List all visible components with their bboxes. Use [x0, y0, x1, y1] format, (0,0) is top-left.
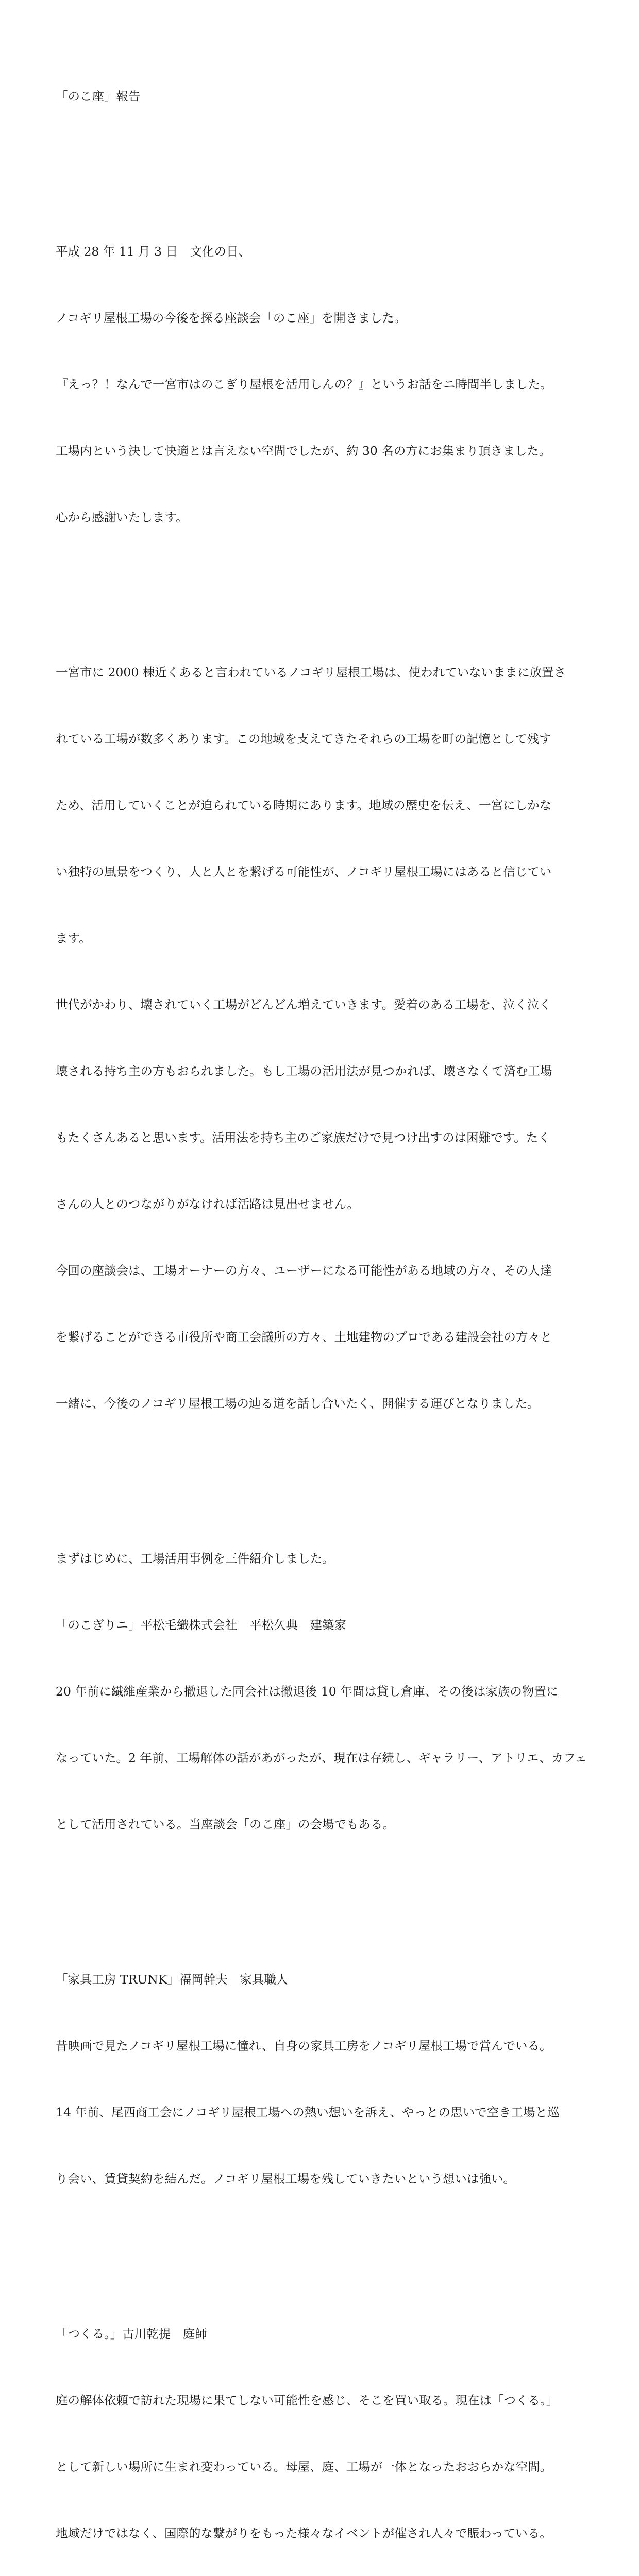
body-line: さんの人とのつながりがなければ活路は見出せません。: [56, 1197, 359, 1211]
case3-line: 庭の解体依頼で訪れた現場に果てしない可能性を感じ、そこを買い取る。現在は「つくる。」: [56, 2393, 559, 2408]
intro-line: 平成 28 年 11 月 3 日 文化の日、: [56, 244, 251, 259]
case1-heading: 「のこぎりニ」平松毛織株式会社 平松久典 建築家: [56, 1618, 346, 1632]
case3-heading: 「つくる。」古川乾提 庭師: [56, 2327, 207, 2341]
intro-line: 心から感謝いたします。: [56, 510, 188, 524]
case1-line: 20 年前に繊維産業から撤退した同会社は撤退後 10 年間は貸し倉庫、その後は家族の物置に: [56, 1684, 559, 1699]
body-line: れている工場が数多くあります。この地域を支えてきたそれらの工場を町の記憶として残す: [56, 732, 551, 746]
document-title: 「のこ座」報告: [56, 89, 141, 104]
body-line: ます。: [56, 931, 91, 945]
spacer: [56, 152, 592, 174]
case3-line: 地域だけではなく、国際的な繋がりをもった様々なイベントが催され人々で賑わっている。: [56, 2526, 552, 2540]
case2-line: 昔映画で見たノコギリ屋根工場に憧れ、自身の家具工房をノコギリ屋根工場で営んでいる。: [56, 2039, 552, 2053]
body-line: を繋げることができる市役所や商工会議所の方々、土地建物のプロである建設会社の方々と: [56, 1330, 552, 1344]
case2-line: 14 年前、尾西商工会にノコギリ屋根工場への熱い想いを訴え、やっとの思いで空き工場と巡: [56, 2105, 560, 2120]
intro-line: 『えっ？！なんで一宮市はのこぎり屋根を活用しんの？』というお話をニ時間半しました。: [56, 377, 552, 392]
cases-intro: まずはじめに、工場活用事例を三件紹介しました。: [56, 1551, 334, 1566]
spacer: [56, 2234, 592, 2257]
intro-line: ノコギリ屋根工場の今後を探る座談会「のこ座」を開きました。: [56, 311, 407, 325]
body-line: 一緒に、今後のノコギリ屋根工場の辿る道を話し合いたく、開催する運びとなりました。: [56, 1396, 540, 1411]
body-line: い独特の風景をつくり、人と人とを繋げる可能性が、ノコギリ屋根工場にはあると信じてい: [56, 865, 552, 879]
spacer: [56, 573, 592, 595]
body-line: 今回の座談会は、工場オーナーの方々、ユーザーになる可能性がある地域の方々、その人達: [56, 1263, 552, 1278]
case1-line: なっていた。2 年前、工場解体の話があがったが、現在は存続し、ギャラリー、アトリエ、カフェ: [56, 1751, 587, 1765]
body-line: もたくさんあると思います。活用法を持ち主のご家族だけで見つけ出すのは困難です。たく: [56, 1130, 550, 1145]
case1-line: として活用されている。当座談会「のこ座」の会場でもある。: [56, 1817, 395, 1832]
spacer: [56, 1459, 592, 1481]
report-text: [56, 41, 592, 2576]
case2-line: り会い、賃貸契約を結んだ。ノコギリ屋根工場を残していきたいという想いは強い。: [56, 2172, 515, 2186]
body-line: 世代がかわり、壊されていく工場がどんどん増えていきます。愛着のある工場を、泣く泣く: [56, 997, 551, 1012]
case2-heading: 「家具工房 TRUNK」福岡幹夫 家具職人: [56, 1972, 289, 1987]
case3-line: として新しい場所に生まれ変わっている。母屋、庭、工場が一体となったおおらかな空間。: [56, 2460, 552, 2474]
body-line: 一宮市に 2000 棟近くあると言われているノコギリ屋根工場は、使われていないままに放置さ: [56, 665, 566, 680]
intro-line: 工場内という決して快適とは言えない空間でしたが、約 30 名の方にお集まり頂きました。: [56, 444, 551, 458]
body-line: 壊される持ち主の方もおられました。もし工場の活用法が見つかれば、壊さなくて済む工場: [56, 1064, 552, 1078]
spacer: [56, 1880, 592, 1902]
body-line: ため、活用していくことが迫られている時期にあります。地域の歴史を伝え、一宮にしかな: [56, 798, 552, 812]
